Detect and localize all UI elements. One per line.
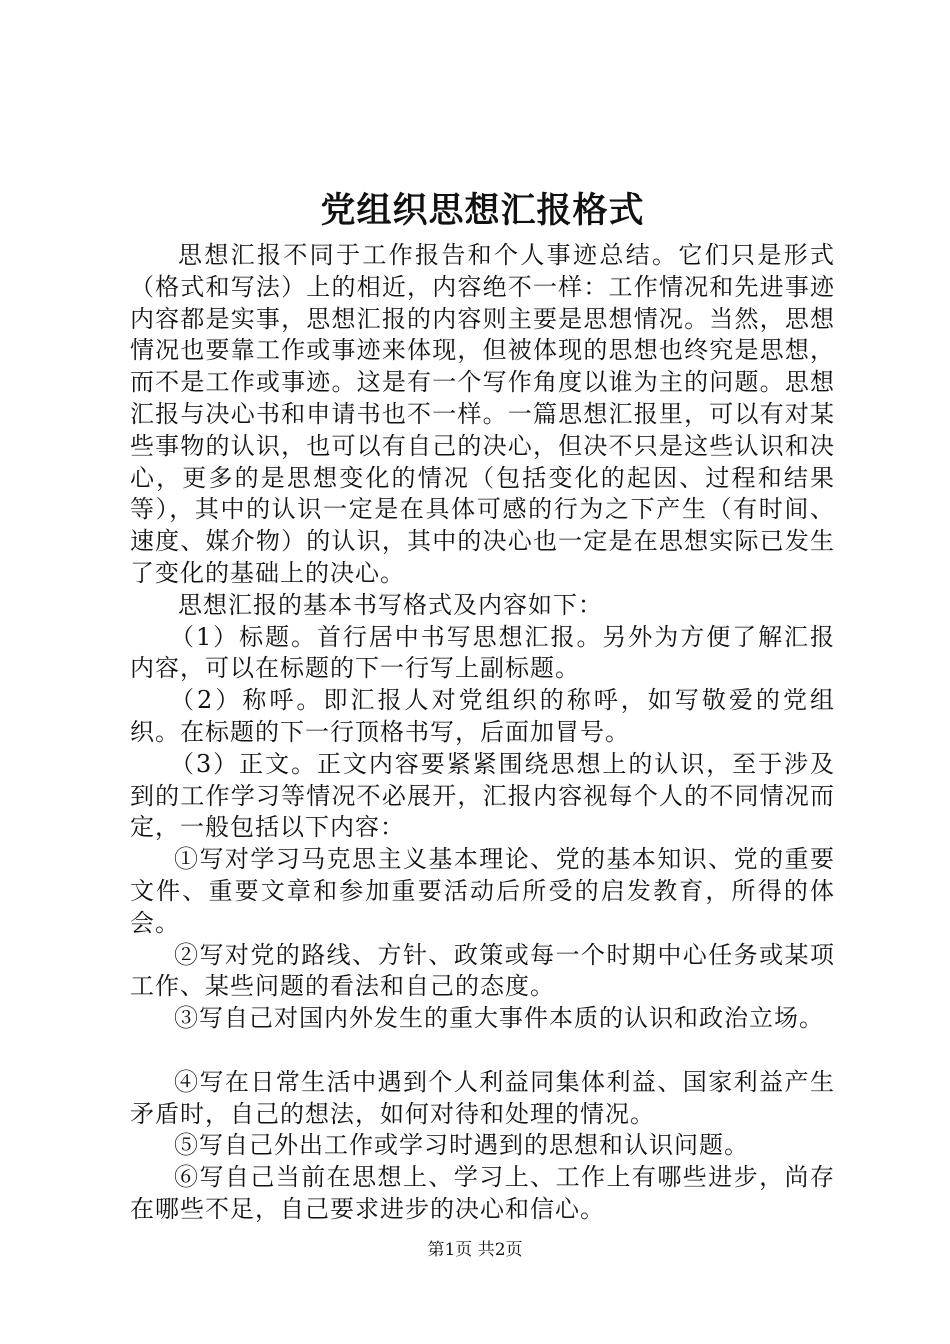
paragraph-point-5: ⑤写自己外出工作或学习时遇到的思想和认识问题。 [174,1131,749,1160]
paragraph-point-2: ②写对党的路线、方针、政策或每一个时期中心任务或某项工作、某些问题的看法和自己的态度。 [130,940,835,1001]
paragraph-point-4: ④写在日常生活中遇到个人利益同集体利益、国家利益产生矛盾时，自己的想法，如何对待和处理的情况。 [130,1067,835,1128]
paragraph-point-3: ③写自己对国内外发生的重大事件本质的认识和政治立场。 [174,1004,824,1033]
paragraph-item-salutation: （2）称呼。即汇报人对党组织的称呼，如写敬爱的党组织。在标题的下一行顶格书写，后面加冒号。 [130,686,835,746]
paragraph-point-6: ⑥写自己当前在思想上、学习上、工作上有哪些进步，尚存在哪些不足，自己要求进步的决心和信心。 [130,1163,835,1223]
paragraph-format-heading: 思想汇报的基本书写格式及内容如下： [178,590,603,619]
paragraph-point-1: ①写对学习马克思主义基本理论、党的基本知识、党的重要文件、重要文章和参加重要活动后所受的启发教育，所得的体会。 [130,845,835,937]
document-body [130,240,835,1226]
paragraph-item-title: （1）标题。首行居中书写思想汇报。另外为方便了解汇报内容，可以在标题的下一行写上副标题。 [130,622,835,683]
document-title: 党组织思想汇报格式 [320,190,645,231]
blank-line [130,1035,835,1067]
paragraph-item-body: （3）正文。正文内容要紧紧围绕思想上的认识，至于涉及到的工作学习等情况不必展开，汇报内容视每个人的不同情况而定，一般包括以下内容： [130,749,835,842]
page-footer: 第1页 共2页 [427,1240,523,1260]
paragraph-intro: 思想汇报不同于工作报告和个人事迹总结。它们只是形式（格式和写法）上的相近，内容绝不一样：工作情况和先进事迹内容都是实事，思想汇报的内容则主要是思想情况。当然，思想情况也要靠工作或事迹来体现，但被体现的思想也终究是思想，而不是工作或事迹。这是有一个写作角度以谁为主的问题。思想汇报与决心书和申请书也不一样。一篇思想汇报里，可以有对某些事物的认识，也可以有自己的决心，但决不只是这些认识和决心，更多的是思想变化的情况（包括变化的起因、过程和结果等），其中的认识一定是在具体可感的行为之下产生（有时间、速度、媒介物）的认识，其中的决心也一定是在思想实际已发生了变化的基础上的决心。 [130,241,835,587]
